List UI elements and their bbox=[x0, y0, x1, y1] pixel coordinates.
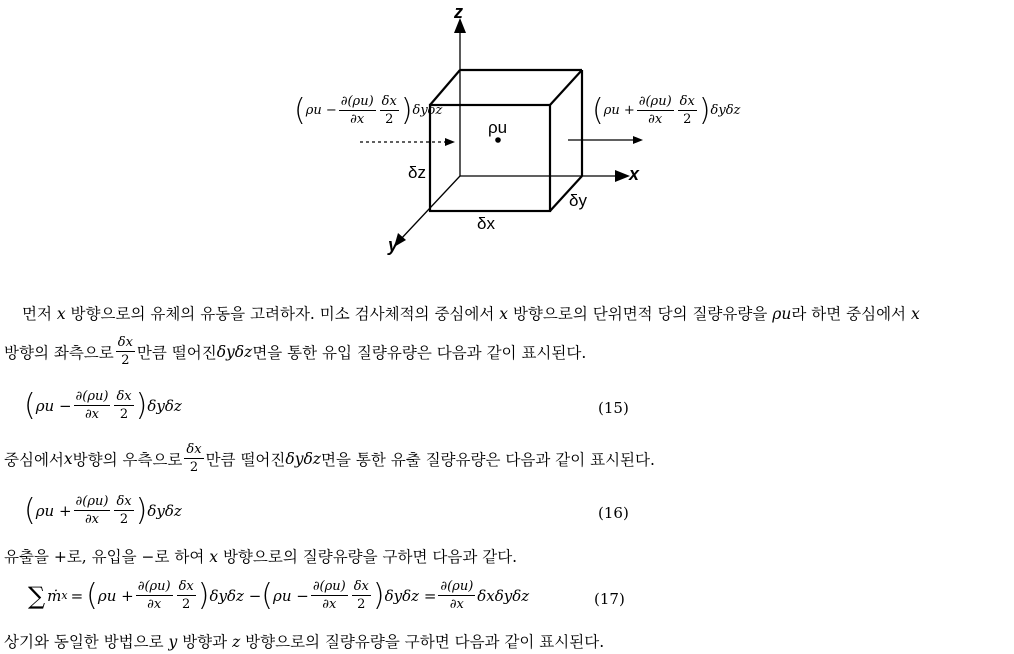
equation-15-number: (15) bbox=[598, 399, 629, 417]
paren-right: ) bbox=[400, 93, 413, 128]
equation-16: ( ρu + $\frac{\partial(\rho u)}{\partial x}$ $\frac{\delta x}{2}$ ) δyδz bbox=[24, 493, 182, 528]
inflow-flux-expression: ( ρu − $\frac{\partial(\rho u)}{\partial x}$ $\frac{\delta x}{2}$ ) δyδz bbox=[294, 93, 443, 128]
equation-16-number: (16) bbox=[598, 504, 629, 522]
inflow-arrow-head bbox=[445, 138, 455, 146]
z-axis-label: z bbox=[454, 2, 463, 22]
x-axis-arrow bbox=[615, 170, 630, 182]
paragraph-3: 중심에서 x 방향의 우측으로 $\frac{\delta x}{2}$ 만큼 떨어진 δyδz 면을 통한 유출 질량유량은 다음과 같이 표시된다. bbox=[4, 442, 655, 475]
equation-17: ∑ ṁ x = ( ρu + $\frac{\partial(\rho u)}{\partial x}$ $\frac{\delta x}{2}$ ) δyδz − ( ρu − $\frac{\partial(\rho u)}{\partial x}$ $\frac{\delta x}{2}$ ) δyδz = $\frac{\partial(\rho u)}{\partial x}$ δxδyδz bbox=[28, 578, 530, 613]
paragraph-2: 방향의 좌측으로 $\frac{\delta x}{2}$ 만큼 떨어진 δyδz 면을 통한 유입 질량유량은 다음과 같이 표시된다. bbox=[4, 335, 587, 368]
cube-edge bbox=[550, 70, 582, 105]
y-axis-label: y bbox=[388, 235, 399, 255]
center-label: ρu bbox=[488, 118, 508, 137]
dz-label: δz bbox=[408, 163, 426, 182]
paragraph-1: 먼저 x 방향으로의 유체의 유동을 고려하자. 미소 검사체적의 중심에서 x 방향으로의 단위면적 당의 질량유량을 ρu라 하면 중심에서 x bbox=[22, 305, 920, 323]
dx-label: δx bbox=[477, 214, 495, 233]
center-dot bbox=[495, 137, 501, 143]
dy-label: δy bbox=[569, 191, 587, 210]
outflow-flux-expression: ( ρu + $\frac{\partial(\rho u)}{\partial x}$ $\frac{\delta x}{2}$ ) δyδz bbox=[592, 93, 741, 128]
paren-left: ( bbox=[294, 93, 306, 128]
cube bbox=[430, 70, 582, 211]
equation-15: ( ρu − $\frac{\partial(\rho u)}{\partial x}$ $\frac{\delta x}{2}$ ) δyδz bbox=[24, 388, 182, 423]
paragraph-4: 유출을 +로, 유입을 −로 하여 x 방향으로의 질량유량을 구하면 다음과 같다. bbox=[4, 548, 518, 566]
paragraph-5: 상기와 동일한 방법으로 y 방향과 z 방향으로의 질량유량을 구하면 다음과 같이 표시된다. bbox=[4, 633, 605, 651]
equation-17-number: (17) bbox=[594, 590, 625, 608]
x-axis-label: x bbox=[629, 164, 640, 184]
outflow-arrow-head bbox=[633, 136, 643, 144]
